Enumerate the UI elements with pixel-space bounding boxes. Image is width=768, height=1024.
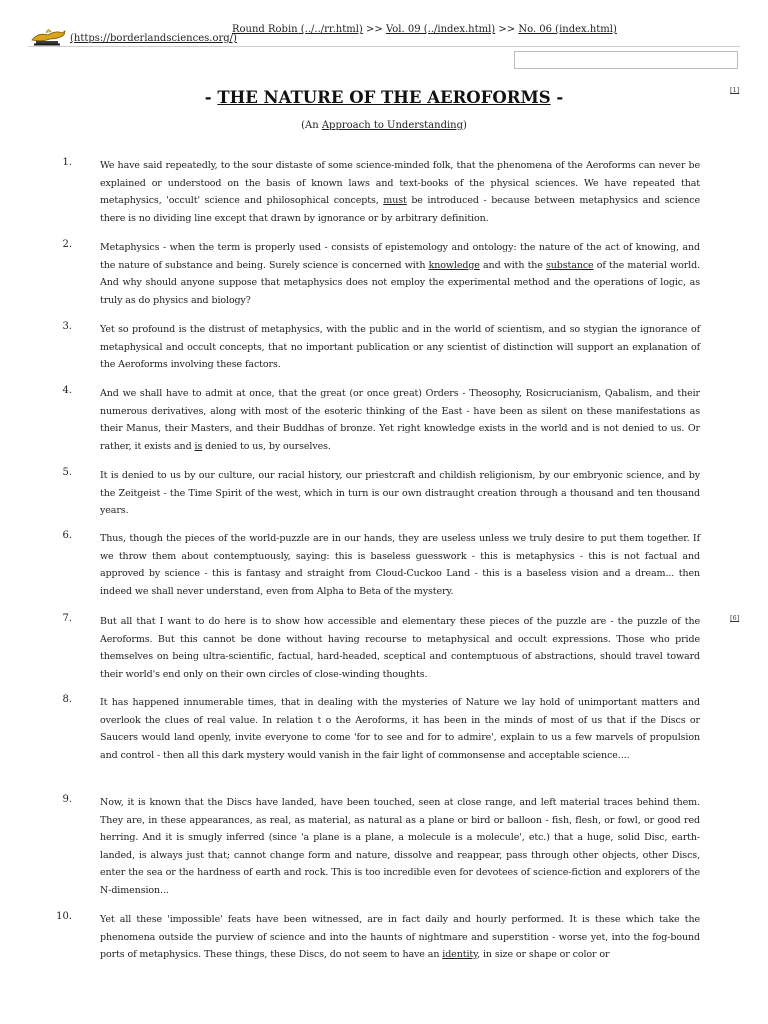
paragraph-text [100,911,700,964]
breadcrumb-round-robin[interactable]: Round Robin (../../rr.html) [232,24,363,35]
paragraph-text [100,467,700,520]
page-title [0,88,768,107]
text-run: It has happened innumerable times, that in dealing with the mysteries of Nature we lay hold of unimportant matters and overlook the clues of real value. In relation t o the Aeroforms, it has been in the minds of most of us that if the Discs or Saucers would land openly, invite everyone to come 'for to see and for to admire', explain to us a few marvels of propulsion and control - then all this dark mystery would vanish in the fair light of commonsense and acceptable science.... [100,697,700,761]
text-run: be introduced - because between metaphysics and science there is no dividing line except that drawn by ignorance or by arbitrary definition. [100,195,700,224]
paragraph-text [100,613,700,683]
subtitle-paren: (An [301,120,322,131]
title-dash: - [204,88,218,107]
paragraph-text [100,694,700,764]
paragraph-number: 1. [62,157,72,168]
paragraph-text [100,157,700,227]
page-subtitle [0,120,768,131]
text-run: Metaphysics - when the term is properly used - consists of epistemology and ontology: the nature of the act of knowing, and the nature of substance and being. Surely science is concerned with [100,242,700,271]
paragraph-number: 6. [62,530,72,541]
title-text: THE NATURE OF THE AEROFORMS [217,88,551,107]
paragraph-text [100,321,700,374]
paragraph-text [100,794,700,899]
paragraph-text [100,530,700,600]
paragraph-number: 10. [56,911,72,922]
breadcrumb-issue[interactable]: No. 06 (index.html) [518,24,617,35]
paragraph-number: 5. [62,467,72,478]
text-run: Yet so profound is the distrust of metaphysics, with the public and in the world of scientism, and so stygian the ignorance of metaphysical and occult concepts, that no important publication or any scientist of distinction will support an explanation of the Aeroforms involving these factors. [100,324,700,370]
text-run: Yet all these 'impossible' feats have been witnessed, are in fact daily and hourly performed. It is these which take the phenomena outside the purview of science and into the haunts of nightmare and superstition - worse yet, into the fog-bound ports of metaphysics. These things, these Discs, do not seem to have an [100,914,700,960]
lamp-logo-icon[interactable] [28,24,68,46]
paragraph-text [100,385,700,455]
top-bar [28,22,617,46]
paragraph-number: 9. [62,794,72,805]
emphasis-text: knowledge [428,259,480,271]
text-run: Thus, though the pieces of the world-puzzle are in our hands, they are useless unless we truly desire to put them together. If we throw them about contemptuously, saying: this is baseless guesswork - this is metaphysics - this is not factual and approved by science - this is fantasy and straight from Cloud-Cuckoo Land - this is a baseless vision and a dream... then indeed we shall never understand, even from Alpha to Beta of the mystery. [100,533,700,597]
text-run: denied to us, by ourselves. [202,440,331,452]
breadcrumb [232,24,617,35]
footnote-link[interactable]: [1] [730,86,740,94]
text-run: It is denied to us by our culture, our racial history, our priestcraft and childish religionism, by our embryonic science, and by the Zeitgeist - the Time Spirit of the west, which in turn is our own distraught creation through a thousand and ten thousand years. [100,470,700,516]
breadcrumb-separator: >> [362,24,386,35]
site-home-link[interactable]: (https://borderlandsciences.org/) [70,33,237,44]
breadcrumb-separator: >> [495,24,519,35]
text-run: And we shall have to admit at once, that the great (or once great) Orders - Theosophy, Rosicrucianism, Qabalism, and their numerous derivatives, along with most of the esoteric thinking of the East - have been as silent on these manifestations as their Manus, their Masters, and their Buddhas of bronze. Yet right knowledge exists in the world and is not denied to us. Or rather, it exists and [100,388,700,452]
paragraph-text [100,239,700,309]
subtitle-paren: ) [463,120,467,131]
emphasis-text: identity [442,949,478,960]
text-run: But all that I want to do here is to show how accessible and elementary these pieces of the puzzle are - the puzzle of the Aeroforms. But this cannot be done without having recourse to metaphysical and occult expressions. Those who pride themselves on being ultra-scientific, factual, hard-headed, sceptical and contemptuous of abstractions, should travel toward their world's end only on their own circles of close-winding thoughts. [100,616,700,680]
text-run: We have said repeatedly, to the sour distaste of some science-minded folk, that the phenomena of the Aeroforms can never be explained or understood on the basis of known laws and text-books of the physical sciences. We have repeated that metaphysics, 'occult' science and philosophical concepts, [100,160,700,206]
emphasis-text: is [194,440,203,452]
footnote-link[interactable]: [6] [730,614,740,622]
text-run: and with the [479,259,546,271]
header-divider [28,46,740,47]
text-run: of the material world. And why should anyone suppose that metaphysics does not employ the experimental method and the operations of logic, as truly as do physics and biology? [100,259,701,306]
text-run: Now, it is known that the Discs have landed, have been touched, seen at close range, and left material traces behind them. They are, in these appearances, as real, as material, as natural as a plane or bird or balloon - fish, flesh, or fowl, or good red herring. And it is smugly inferred (since 'a plane is a plane, a molecule is a molecule', etc.) that a huge, solid Disc, earth-landed, is always just that; cannot change form and nature, dissolve and reappear, pass through other objects, other Discs, enter the sea or the hardness of earth and rock. This is too incredible even for devotees of science-fiction and explorers of the N-dimension... [100,797,700,896]
subtitle-link[interactable]: Approach to Understanding [321,120,464,131]
text-run: , in size or shape or color or [477,949,610,960]
title-dash: - [550,88,564,107]
emphasis-text: must [383,195,407,206]
breadcrumb-volume[interactable]: Vol. 09 (../index.html) [385,24,496,35]
paragraph-number: 7. [62,613,72,624]
paragraph-number: 4. [62,385,72,396]
emphasis-text: substance [545,259,594,271]
paragraph-number: 2. [62,239,72,250]
paragraph-number: 8. [62,694,72,705]
paragraph-number: 3. [62,321,72,332]
search-input[interactable] [514,51,738,69]
